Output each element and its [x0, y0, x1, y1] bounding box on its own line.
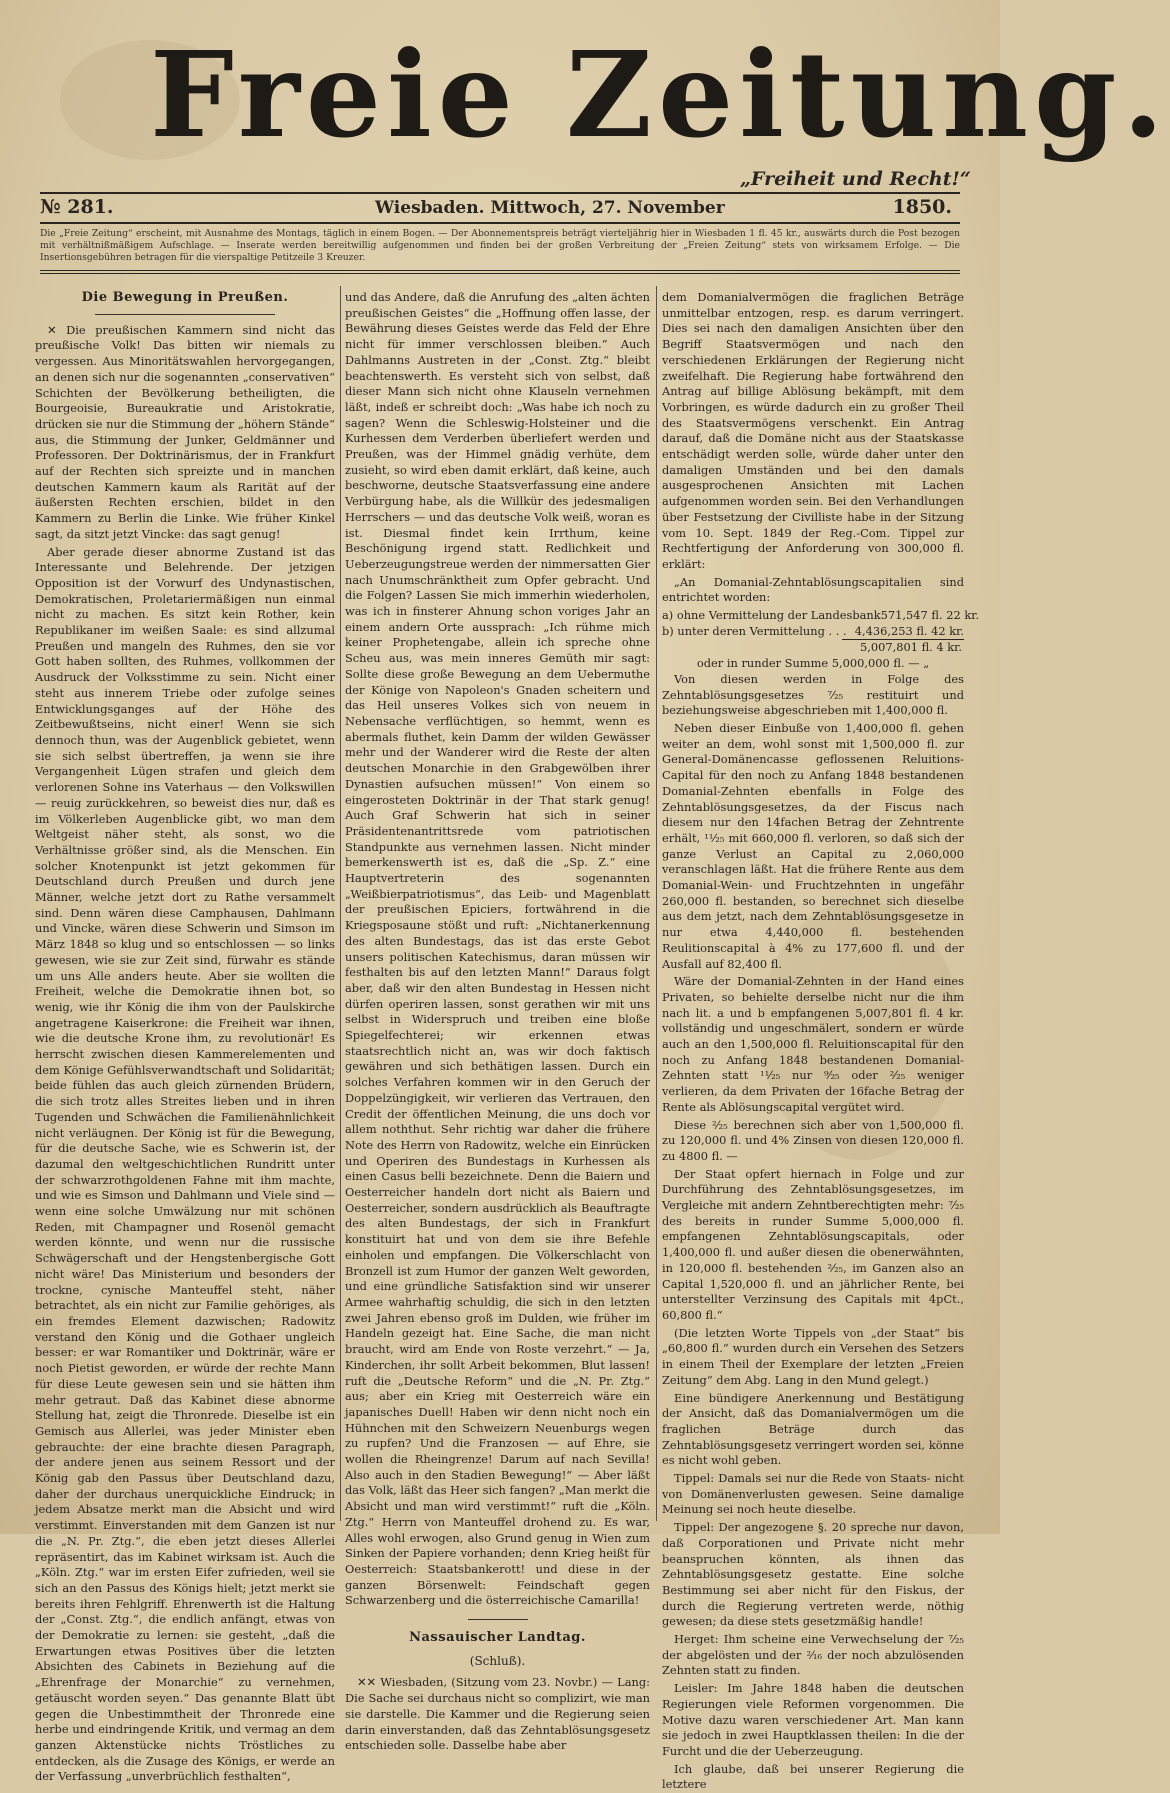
article-paragraph: Herget: Ihm scheine eine Verwechselung der ⁷⁄₂₅ der abgelösten und der ²⁄₁₆ der noch abzulösenden Zehnten statt zu finden. — [662, 1632, 964, 1678]
article-paragraph: dem Domanialvermögen die fraglichen Beträge unmittelbar entzogen, resp. es darum verringert. Dies sei nach den damaligen Ansichten über den Begriff Staatsvermögen und nach den verschiedenen Erklärungen der Regierung nicht zweifelhaft. Die Regierung habe fortwährend den Antrag auf billige Ablösung bekämpft, mit dem Vorbringen, es würde dadurch ein zu großer Theil des Staatsvermögens verschenkt. Ein Antrag darauf, daß die Domäne nicht aus der Staatskasse entschädigt werden solle, würde daher unter den damaligen Umständen und bei den damals ausgesprochenen Ansichten mit Lachen aufgenommen worden sein. Bei den Verhandlungen über Festsetzung der Civilliste habe in der Sitzung vom 10. Sept. 1849 der Reg.-Com. Tippel zur Rechtfertigung der Anforderung von 300,000 fl. erklärt: — [662, 290, 964, 571]
heading-underline — [95, 314, 275, 315]
article-paragraph: Tippel: Der angezogene §. 20 spreche nur davon, daß Corporationen und Private nicht mehr beanspruchen könnten, als ihnen das Zehntablösungsgesetz gestatte. Eine solche Bestimmung sei aber nicht für den Fiskus, der durch die Regierung vertreten werde, nöthig gewesen; da diese stets gesetzmäßig handle! — [662, 1520, 964, 1629]
masthead — [0, 0, 1170, 190]
article-heading: Die Bewegung in Preußen. — [81, 290, 289, 305]
article-paragraph: Von diesen werden in Folge des Zehntablösungsgesetzes ⁷⁄₂₅ restituirt und beziehungsweise abgeschrieben mit 1,400,000 fl. — [662, 671, 964, 718]
ledger-sum: 5,007,801 fl. 4 kr. — [842, 639, 964, 656]
place-and-date: Wiesbaden. Mittwoch, 27. November — [375, 198, 725, 218]
article-paragraph: (Die letzten Worte Tippels von „der Staat“ bis „60,800 fl.“ wurden durch ein Versehen des Setzers in einem Theil der Exemplare der letzten „Freien Zeitung“ dem Abg. Lang in den Mund gelegt.) — [662, 1325, 964, 1387]
ledger-label: a) ohne Vermittelung der Landesbank — [662, 608, 881, 623]
masthead-rule-top — [40, 192, 960, 194]
ledger-value: 571,547 fl. 22 kr. — [880, 608, 980, 623]
article-subhead: (Schluß). — [469, 1653, 526, 1668]
article-heading: Nassauischer Landtag. — [409, 1630, 586, 1646]
article-paragraph: und das Andere, daß die Anrufung des „alten ächten preußischen Geistes“ die „Hoffnung offen lasse, der Bewährung dieses Geistes werde das Feld der Ehre nicht für immer verschlossen bleiben.“ Auch Dahlmanns Austreten in der „Const. Ztg.“ bleibt beachtenswerth. Es versteht sich von selbst, daß dieser Mann sich nicht ohne Klauseln vernehmen läßt, indeß er schreibt doch: „Was habe ich noch zu sagen? Wenn die Schleswig-Holsteiner und die Kurhessen dem Verderben überliefert werden und Preußen, was der Himmel gnädig verhüte, dem zusieht, so wird eben damit erklärt, daß keine, auch beschworne, deutsche Staatsverfassung eine andere Verbürgung habe, als die Willkür des jedesmaligen Herrschers — und das deutsche Volk weiß, woran es ist. Diesmal findet kein Irrthum, keine Beschönigung irgend statt. Redlichkeit und Ueberzeugungstreue werden der nimmersatten Gier nach Unumschränktheit zum Opfer gebracht. Und die Folgen? Lassen Sie mich immerhin wiederholen, was ich in finsterer Ahnung schon voriges Jahr an einem andern Orte aussprach: „Ich rühme mich keiner Prophetengabe, allein ich spreche ohne Scheu aus, was mein inneres Gemüth mir sagt: Sollte diese große Bewegung an dem Uebermuthe der Könige von Napoleon's Gnaden scheitern und das Heil unseres Volkes sich von neuem in Nebensache verflüchtigen, so hemmt, wenn es abermals fluthet, kein Damm der wilden Gewässer mehr und der Wanderer wird die Reste der alten deutschen Monarchie in den Grabgewölben ihrer Dynastien aufsuchen müssen!“ Von einem so eingerosteten Doktrinär in der That stark genug! Auch Graf Schwerin hat sich in seiner Präsidentenantrittsrede vom patriotischen Standpunkte aus vernehmen lassen. Nicht minder bemerkenswerth ist es, daß die „Sp. Z.“ eine Hauptvertreterin des sogenannten „Weißbierpatriotismus“, das Leib- und Magenblatt der preußischen Epiciers, fortwährend in die Kriegsposaune stößt und ruft: „Nichtanerkennung des alten Bundestags, das ist das erste Gebot unsers politischen Katechismus, daran müssen wir festhalten bis auf den letzten Mann!“ Daraus folgt aber, daß wir den alten Bundestag in Hessen nicht dürfen operiren lassen, sonst gerathen wir mit uns selbst in Widerspruch und treiben eine bloße Spiegelfechterei; wir erkennen etwas staatsrechtlich nicht an, was wir doch faktisch gewähren und sich bethätigen lassen. Durch ein solches Verfahren kommen wir in den Geruch der Doppelzüngigkeit, wir verlieren das Vertrauen, den Credit der öffentlichen Meinung, die uns doch vor allem noththut. Sehr richtig war daher die frühere Note des Herrn von Radowitz, welche ein Einrücken und Operiren des Bundestags in Kurhessen als einen Casus belli bezeichnete. Denn die Baiern und Oesterreicher handeln dort nicht als Baiern und Oesterreicher, sondern ausdrücklich als Beauftragte des alten Bundestags, der sich in Frankfurt konstituirt hat und von dem sie ihre Befehle einholen und empfangen. Die Völkerschlacht von Bronzell ist zum Humor der ganzen Welt geworden, und eine gründliche Satisfaktion sind wir unserer Armee wahrhaftig schuldig, die sich in den letzten zwei Jahren ebenso groß im Dulden, wie früher im Handeln gezeigt hat. Eine Sache, die man nicht braucht, wird am Ende von Roste verzehrt.“ — Ja, Kinderchen, ihr sollt Arbeit bekommen, Blut lassen! ruft die „Deutsche Reform“ und die „N. Pr. Ztg.“ aus; aber ein Krieg mit Oesterreich wäre ein japanisches Duell! Haben wir denn nicht noch ein Hühnchen mit den Schweizern Neuenburgs wegen zu rupfen? Und die Franzosen — auf Ehre, sie wollen die Rheingrenze! Darum auf nach Sevilla! Also auch in den Stadien Bewegung!“ — Aber läßt das Volk, läßt das Heer sich fangen? „Man merkt die Absicht und man wird verstimmt!“ ruft die „Köln. Ztg.“ Herrn von Manteuffel drohend zu. Es war, Alles wohl erwogen, also Grund genug in Wien zum Sinken der Papiere vorhanden; denn Krieg heißt für Oesterreich: Staatsbankerott! und diese in der ganzen Börsenwelt: Feindschaft gegen Schwarzenberg und die österreichische Camarilla! — [345, 290, 650, 1608]
article-paragraph: Ich glaube, daß bei unserer Regierung die letztere — [662, 1761, 964, 1792]
ledger-label: b) unter deren Vermittelung . . . — [662, 623, 847, 638]
ledger-row — [662, 624, 964, 640]
article-paragraph: Eine bündigere Anerkennung und Bestätigung der Ansicht, daß das Domanialvermögen um die fraglichen Beträge durch das Zehntablösungsgesetz verringert worden sei, könne es nicht wohl geben. — [662, 1390, 964, 1468]
article-paragraph: Diese ²⁄₂₅ berechnen sich aber von 1,500,000 fl. zu 120,000 fl. und 4% Zinsen von diesen 120,000 fl. zu 4800 fl. — — [662, 1117, 964, 1163]
ledger-rounded: oder in runder Summe 5,000,000 fl. — „ — [696, 656, 930, 671]
ledger-row — [662, 608, 980, 624]
newspaper-motto: „Freiheit und Recht!“ — [740, 168, 971, 190]
article-paragraph: Wäre der Domanial-Zehnten in der Hand eines Privaten, so behielte derselbe nicht nur die ihm nach lit. a und b empfangenen 5,007,801 fl. 4 kr. vollständig und ungeschmälert, sondern er würde auch an den 1,500,000 fl. Reluitionscapital für den noch zu Anfang 1848 bestandenen Domanial-Zehnten statt ¹¹⁄₂₅ nur ⁹⁄₂₅ oder ²⁄₂₅ weniger verlieren, da dem Privaten der 16fache Betrag der Rente als Ablösungscapital vergütet wird. — [662, 974, 964, 1114]
article-paragraph: Tippel: Damals sei nur die Rede von Staats- nicht von Domänenverlusten gewesen. Seine damalige Meinung sei noch heute dieselbe. — [662, 1471, 964, 1517]
article-column-2 — [345, 290, 650, 1753]
article-paragraph: Neben dieser Einbuße von 1,400,000 fl. gehen weiter an dem, wohl sonst mit 1,500,000 fl. zur General-Domänencasse geflossenen Reluitions-Capital für den noch zu Anfang 1848 bestandenen Domanial-Zehnten ebenfalls in Folge des Zehntablösungsgesetzes, da der Fiscus nach diesem nur den 14fachen Betrag der Zehntrente erhält, ¹¹⁄₂₅ mit 660,000 fl. verloren, so daß sich der ganze Verlust an Capital zu 2,060,000 veranschlagen läßt. Hat die frühere Rente aus dem Domanial-Wein- und Fruchtzehnten in ungefähr 260,000 fl. bestanden, so berechnet sich dieselbe aus dem jetzt, nach dem Zehntablösungsgesetze in nur etwa 4,440,000 fl. bestehenden Reulitionscapital à 4% zu 177,600 fl. und der Ausfall auf 82,400 fl. — [662, 720, 964, 971]
subscription-notice: Die „Freie Zeitung“ erscheint, mit Ausnahme des Montags, täglich in einem Bogen. — Der Abonnementspreis beträgt vierteljährig hier in Wiesbaden 1 fl. 45 kr., auswärts durch die Post bezogen mit verhältnißmäßigem Aufschlage. — Inserate werden bereitwillig aufgenommen und finden bei der großen Verbreitung der „Freien Zeitung“ stets von wirksamem Erfolge. — Die Insertionsgebühren betragen für die vierspaltige Petitzeile 3 Kreuzer. — [40, 228, 960, 263]
issue-number: № 281. — [40, 196, 114, 218]
newspaper-title: Freie Zeitung. — [150, 25, 1170, 164]
article-paragraph: „An Domanial-Zehntablösungscapitalien sind entrichtet worden: — [662, 574, 964, 605]
article-paragraph: Leisler: Im Jahre 1848 haben die deutschen Regierungen viele Reformen vorgenommen. Die Motive dazu waren verschiedener Art. Man kann sie jedoch in zwei Hauptklassen theilen: In die der Furcht und die der Ueberzeugung. — [662, 1681, 964, 1758]
notice-rule-1 — [40, 270, 960, 271]
ledger-value: 4,436,253 fl. 42 kr. — [854, 623, 964, 638]
article-column-1 — [35, 290, 335, 1784]
dateline-rule — [40, 222, 960, 224]
article-column-3 — [662, 290, 980, 1792]
article-paragraph: Der Staat opfert hiernach in Folge und zur Durchführung des Zehntablösungsgesetzes, im Vergleiche mit andern Zehntberechtigten mehr: ⁷⁄₂₅ des bereits in runder Summe 5,000,000 fl. empfangenen Zehntablösungscapitals, oder 1,400,000 fl. und außer diesen die obenerwähnten, in 120,000 fl. bestehenden ²⁄₂₅, im Ganzen also an Capital 1,520,000 fl. und an jährlicher Rente, bei unterstellter Verzinsung des Capitals mit 4pCt., 60,800 fl.“ — [662, 1166, 964, 1322]
article-paragraph: ✕ Die preußischen Kammern sind nicht das preußische Volk! Das bitten wir niemals zu vergessen. Aus Minoritätswahlen hervorgegangen, an denen sich nur die sogenannten „conservativen“ Schichten der Bevölkerung betheiligten, die Bourgeoisie, Bureaukratie und Aristokratie, drücken sie nur die Stimmung der „höhern Stände“ aus, die Stimmung der Junker, Geldmänner und Professoren. Der Doktrinärismus, der in Frankfurt auf der Rechten sich spreizte und in manchen deutschen Kammern kaum als Rarität auf der äußersten Rechten erschien, bildet in den Kammern zu Berlin die Linke. Wie früher Kinkel sagt, da sitzt jetzt Vincke: das sagt genug! — [35, 322, 335, 541]
article-paragraph: ✕✕ Wiesbaden, (Sitzung vom 23. Novbr.) — Lang: Die Sache sei durchaus nicht so complizirt, wie man sie darstelle. Die Kammer und die Regierung seien darin einverstanden, daß das Zehntablösungsgesetz entschieden solle. Dasselbe habe aber — [345, 1675, 650, 1753]
article-paragraph: Aber gerade dieser abnorme Zustand ist das Interessante und Belehrende. Der jetzigen Opposition ist der Vorwurf des Undynastischen, Demokratischen, Proletariermäßigen nun einmal nicht zu machen. Es sitzt kein Rother, kein Republikaner im weißen Saale: es sind allzumal Preußen und mangeln des Ruhmes, den sie vor Gott haben sollten, des Ruhmes, vollkommen der Ausdruck der Volksstimme zu sein. Nicht einer steht aus innerem Triebe oder zufolge seines Entwicklungsganges auf der Höhe des Zeitbewußtseins, nicht einer! Wenn sie sich dennoch thun, was der Augenblick gebietet, wenn sie sich selbst übertreffen, ja wenn sie ihre Vergangenheit Lügen strafen und gleich dem verlorenen Sohne ins Vaterhaus — den Volkswillen — reuig zurückkehren, so beweist dies nur, daß es im Völkerleben Augenblicke gibt, wo man dem Weltgeist näher steht, als sonst, wo die Verhältnisse größer sind, als die Menschen. Ein solcher Knotenpunkt ist jetzt gekommen für Deutschland durch Preußen und durch jene Männer, welche jetzt dort zu Rathe versammelt sind. Denn wären diese Camphausen, Dahlmann und Vincke, wären diese Schwerin und Simson im März 1848 so klug und so entschlossen — so links gewesen, wie sie zur Zeit sind, fürwahr es stände um uns Alle anders heute. Aber sie wollten die Freiheit, welche die Demokratie ihnen bot, so wenig, wie ihr König die ihm von der Paulskirche angetragene Kaiserkrone: die Freiheit war ihnen, wie die deutsche Krone ihm, zu revolutionär! Es herrscht zwischen diesen Kammerelementen und dem Könige Gefühlsverwandtschaft und Solidarität; beide fühlen das auch gleich zürnenden Brüdern, die sich trotz alles Streites lieben und in ihren Tugenden und Schwächen die Familienähnlichkeit nicht verläugnen. Der König ist für die Bewegung, für die deutsche Sache, wie es Schwerin ist, der dazumal den weltgeschichtlichen Rundritt unter der schwarzrothgoldenen Fahne mit ihm machte, und wie es Simson und Dahlmann und Viele sind — wenn eine solche Umwälzung nur mit schönen Reden, mit Champagner und Rosenöl gemacht werden könnte, und wenn nur die russische Schwägerschaft und der Hengstenbergische Gott nicht wäre! Das Ministerium und besonders der trockne, cynische Manteuffel steht, näher betrachtet, als ein nicht zur Familie gehöriges, als ein fremdes Element dazwischen; Radowitz verstand den König und die Gothaer ungleich besser: er war Romantiker und Doktrinär, wäre er noch Pietist geworden, er würde der rechte Mann für diese Leute gewesen sein und sie hätten ihm mehr getraut. Daß das Kabinet diese abnorme Stellung hat, zeigt die Thronrede. Dieselbe ist ein Gemisch aus Allerlei, was jeder Minister eben gebrauchte: der eine brachte diesen Paragraph, der andere jenen aus seinem Ressort und der König gab den Passus über Deutschland dazu, daher der durchaus unerquickliche Eindruck; in jedem Absatze merkt man die Absicht und wird verstimmt. Einverstanden mit dem Ganzen ist nur die „N. Pr. Ztg.“, die eben jetzt dieses Allerlei repräsentirt, das im Kabinet wirksam ist. Auch die „Köln. Ztg.“ war im ersten Eifer zufrieden, weil sie sich an den Passus des Königs hielt; jetzt merkt sie bereits ihren Fehlgriff. Ehrenwerth ist die Haltung der „Const. Ztg.“, die endlich anfängt, etwas von der Demokratie zu lernen: sie gesteht, „daß die Erwartungen etwas Positives über die letzten Absichten des Cabinets in Beziehung auf die „Ehrenfrage der Monarchie“ zu vernehmen, getäuscht worden seyen.“ Das genannte Blatt übt gegen die Unbestimmtheit der Thronrede eine herbe und eindringende Kritik, und vermag an dem ganzen Aktenstücke nichts Tröstliches zu entdecken, als die Zusage des Königs, er werde an der Verfassung „unverbrüchlich festhalten“, — [35, 544, 335, 1784]
issue-year: 1850. — [892, 196, 952, 218]
column-divider — [656, 286, 657, 1521]
notice-rule-2 — [40, 273, 960, 274]
section-separator — [468, 1619, 528, 1620]
column-divider — [340, 286, 341, 1521]
